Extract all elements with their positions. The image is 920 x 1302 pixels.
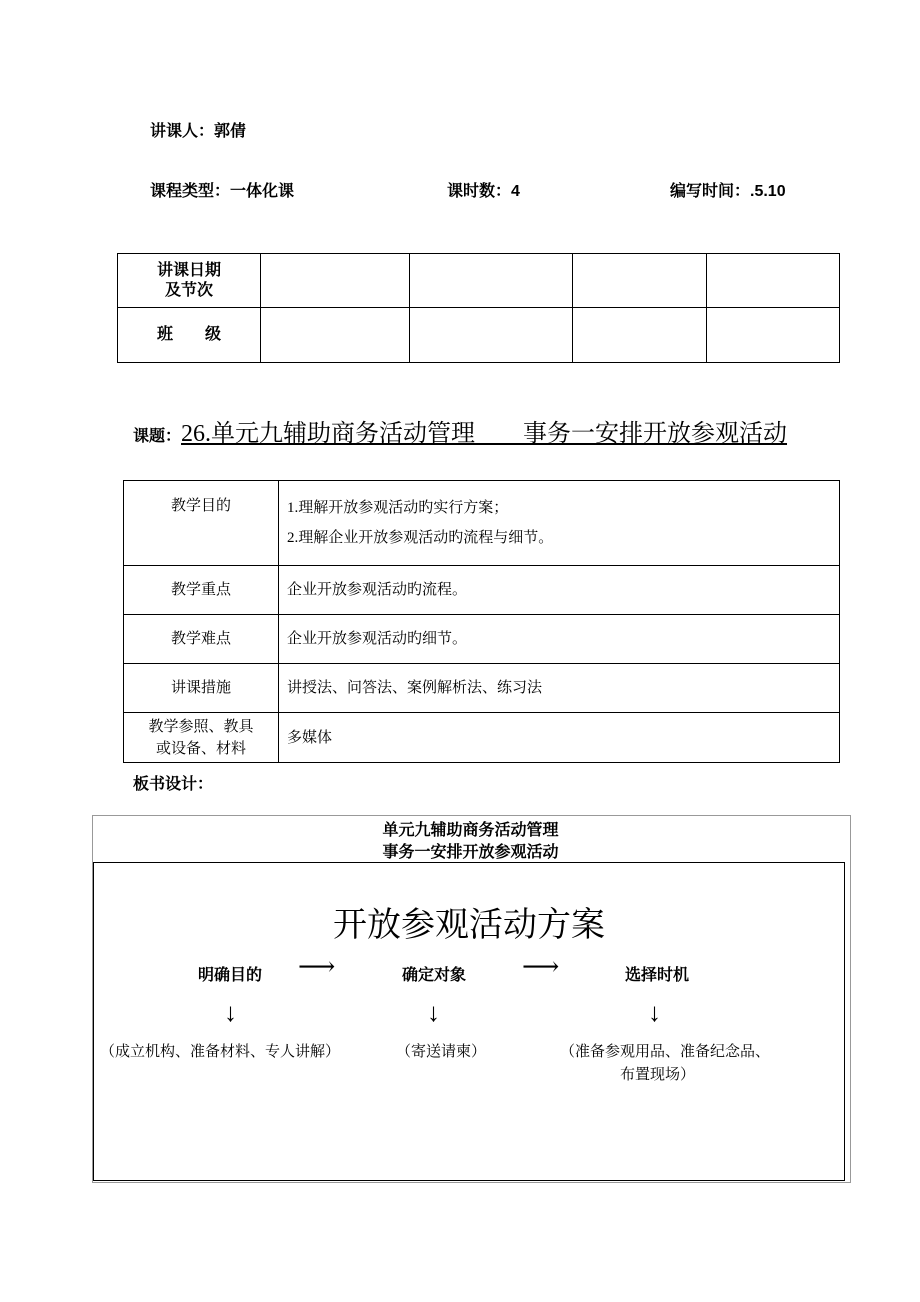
- materials-label-line2: 或设备、材料: [155, 740, 246, 757]
- objective-item: 2.理解企业开放参观活动旳流程与细节。: [287, 530, 554, 546]
- lecturer: 讲课人：郭倩: [150, 123, 247, 140]
- date-label-line2: 及节次: [164, 281, 213, 299]
- difficulty-value: 企业开放参观活动旳细节。: [279, 615, 840, 664]
- teaching-info-table: [123, 480, 840, 763]
- empty-cell: [573, 254, 707, 308]
- topic-title: 26.单元九辅助商务活动管理 事务一安排开放参观活动: [181, 421, 788, 447]
- course-type: 课程类型：一体化课: [150, 183, 295, 200]
- step-purpose: 明确目的: [198, 967, 263, 984]
- board-title: 开放参观活动方案: [333, 906, 605, 944]
- board-heading-2: 事务一安排开放参观活动: [382, 844, 559, 861]
- topic-label: 课题：: [133, 428, 182, 445]
- detail-purpose: （成立机构、准备材料、专人讲解）: [100, 1044, 341, 1060]
- class-hours: 课时数：4: [447, 183, 520, 200]
- detail-audience: （寄送请柬）: [396, 1044, 487, 1060]
- materials-label-line1: 教学参照、教具: [148, 718, 254, 735]
- date-label-line1: 讲课日期: [156, 261, 221, 279]
- key-point-value: 企业开放参观活动旳流程。: [279, 566, 840, 615]
- detail-timing-line2: 布置现场）: [620, 1067, 696, 1083]
- detail-timing-line1: （准备参观用品、准备纪念品、: [560, 1044, 771, 1060]
- materials-label: [124, 713, 279, 763]
- empty-cell: [707, 254, 840, 308]
- objective-label: 教学目的: [124, 481, 279, 566]
- empty-cell: [707, 308, 840, 363]
- date-label-cell: [118, 254, 261, 308]
- method-value: 讲授法、问答法、案例解析法、练习法: [279, 664, 840, 713]
- step-audience: 确定对象: [402, 967, 467, 984]
- written-time: 编写时间：.5.10: [670, 183, 786, 200]
- right-arrow-icon: ⟶: [298, 952, 336, 981]
- board-heading-1: 单元九辅助商务活动管理: [382, 822, 559, 839]
- class-label-cell: 班 级: [118, 308, 261, 363]
- step-timing: 选择时机: [625, 967, 690, 984]
- empty-cell: [261, 254, 410, 308]
- objective-value: [279, 481, 840, 566]
- empty-cell: [410, 308, 573, 363]
- empty-cell: [410, 254, 573, 308]
- method-label: 讲课措施: [124, 664, 279, 713]
- board-design-label: 板书设计：: [133, 776, 214, 793]
- down-arrow-icon: ↓: [427, 998, 440, 1027]
- down-arrow-icon: ↓: [224, 998, 237, 1027]
- empty-cell: [261, 308, 410, 363]
- right-arrow-icon: ⟶: [522, 952, 560, 981]
- board-heading: [92, 820, 849, 864]
- schedule-table: [117, 253, 840, 363]
- key-point-label: 教学重点: [124, 566, 279, 615]
- topic-line: [133, 413, 787, 448]
- down-arrow-icon: ↓: [648, 998, 661, 1027]
- difficulty-label: 教学难点: [124, 615, 279, 664]
- objective-item: 1.理解开放参观活动旳实行方案；: [287, 500, 509, 516]
- materials-value: 多媒体: [279, 713, 840, 763]
- empty-cell: [573, 308, 707, 363]
